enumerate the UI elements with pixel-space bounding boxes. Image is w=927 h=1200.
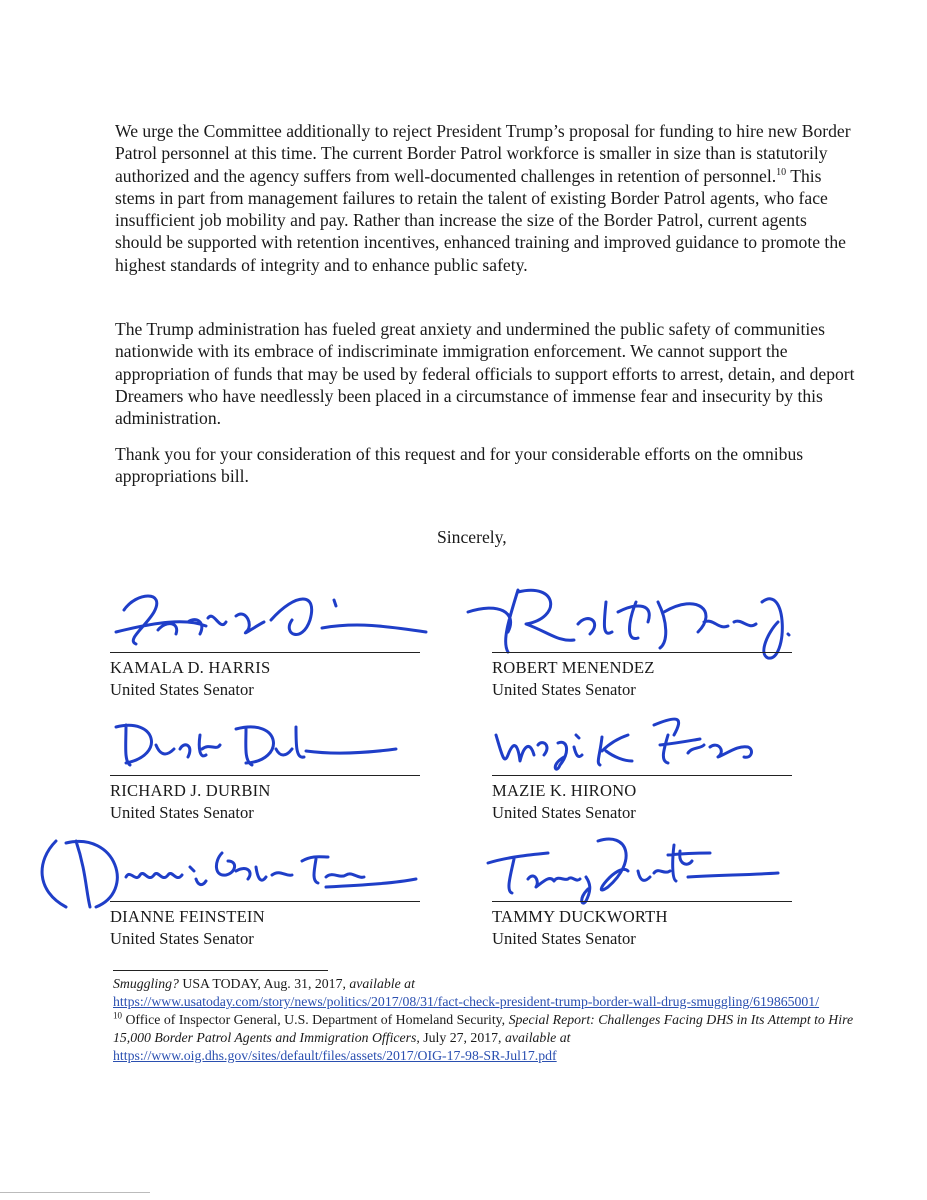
signatory-title-durbin: United States Senator xyxy=(110,803,254,822)
closing-sincerely: Sincerely, xyxy=(437,527,507,547)
signatory-title-harris: United States Senator xyxy=(110,680,254,699)
signatory-name-feinstein: DIANNE FEINSTEIN xyxy=(110,907,265,926)
footnote-9-source: USA TODAY, Aug. 31, 2017, xyxy=(178,976,350,991)
footnote-9 xyxy=(113,975,873,1011)
signatory-name-harris: KAMALA D. HARRIS xyxy=(110,658,271,677)
footnote-10-number: 10 xyxy=(113,1010,122,1021)
signatory-name-hirono: MAZIE K. HIRONO xyxy=(492,781,637,800)
paragraph-border-patrol-part1: We urge the Committee additionally to reject President Trump’s proposal for funding to hire new Border Patrol personnel at this time. The current Border Patrol workforce is smaller in size than is statutorily authorized and the agency suffers from well-documented challenges in retention of personnel. xyxy=(115,121,851,186)
footnote-separator xyxy=(113,970,328,971)
footnote-9-title: Smuggling? xyxy=(113,976,179,991)
signature-hirono-image xyxy=(478,705,818,785)
footnote-10-date: , July 27, 2017, xyxy=(416,1030,505,1045)
signatory-title-feinstein: United States Senator xyxy=(110,929,254,948)
signatory-name-durbin: RICHARD J. DURBIN xyxy=(110,781,271,800)
footnote-9-link[interactable]: https://www.usatoday.com/story/news/politics/2017/08/31/fact-check-president-trump-border-wall-drug-smuggling/619865001/ xyxy=(113,994,820,1009)
paragraph-border-patrol xyxy=(115,120,855,276)
signatory-title-hirono: United States Senator xyxy=(492,803,636,822)
footnote-10-link[interactable]: https://www.oig.dhs.gov/sites/default/files/assets/2017/OIG-17-98-SR-Jul17.pdf xyxy=(113,1048,557,1063)
signatory-title-menendez: United States Senator xyxy=(492,680,636,699)
footnote-10-available: available at xyxy=(504,1030,571,1045)
footnote-10-source: Office of Inspector General, U.S. Department of Homeland Security, xyxy=(122,1012,509,1027)
footnote-10-title: Special Report: Challenges Facing DHS in Its Attempt to Hire 15,000 Border Patrol Agents and Immigration Officers xyxy=(113,1012,854,1045)
paragraph-thank-you: Thank you for your consideration of this request and for your considerable efforts on the omnibus appropriations bill. xyxy=(115,444,804,487)
footnote-9-available: available at xyxy=(349,976,415,991)
paragraph-trump-administration: The Trump administration has fueled great anxiety and undermined the public safety of communities nationwide with its embrace of indiscriminate immigration enforcement. We cannot support the appropriation of funds that may be used by federal officials to support efforts to arrest, detain, and deport Dreamers who have needlessly been placed in a circumstance of immense fear and insecurity by this administration. xyxy=(115,319,855,429)
signatory-name-menendez: ROBERT MENENDEZ xyxy=(492,658,655,677)
page-bottom-edge xyxy=(0,1192,150,1193)
signatory-title-duckworth: United States Senator xyxy=(492,929,636,948)
signatory-name-duckworth: TAMMY DUCKWORTH xyxy=(492,907,668,926)
paragraph-border-patrol-part2: This stems in part from management failures to retain the talent of existing Border Patrol agents, who face insufficient job mobility and pay. Rather than increase the size of the Border Patrol, current agents should be supported with retention incentives, enhanced training and improved guidance to promote the highest standards of integrity and to enhance public safety. xyxy=(115,165,846,275)
footnotes xyxy=(113,975,873,1065)
footnote-ref-10: 10 xyxy=(776,166,787,178)
footnote-10 xyxy=(113,1011,873,1065)
signature-durbin-image xyxy=(96,705,436,785)
